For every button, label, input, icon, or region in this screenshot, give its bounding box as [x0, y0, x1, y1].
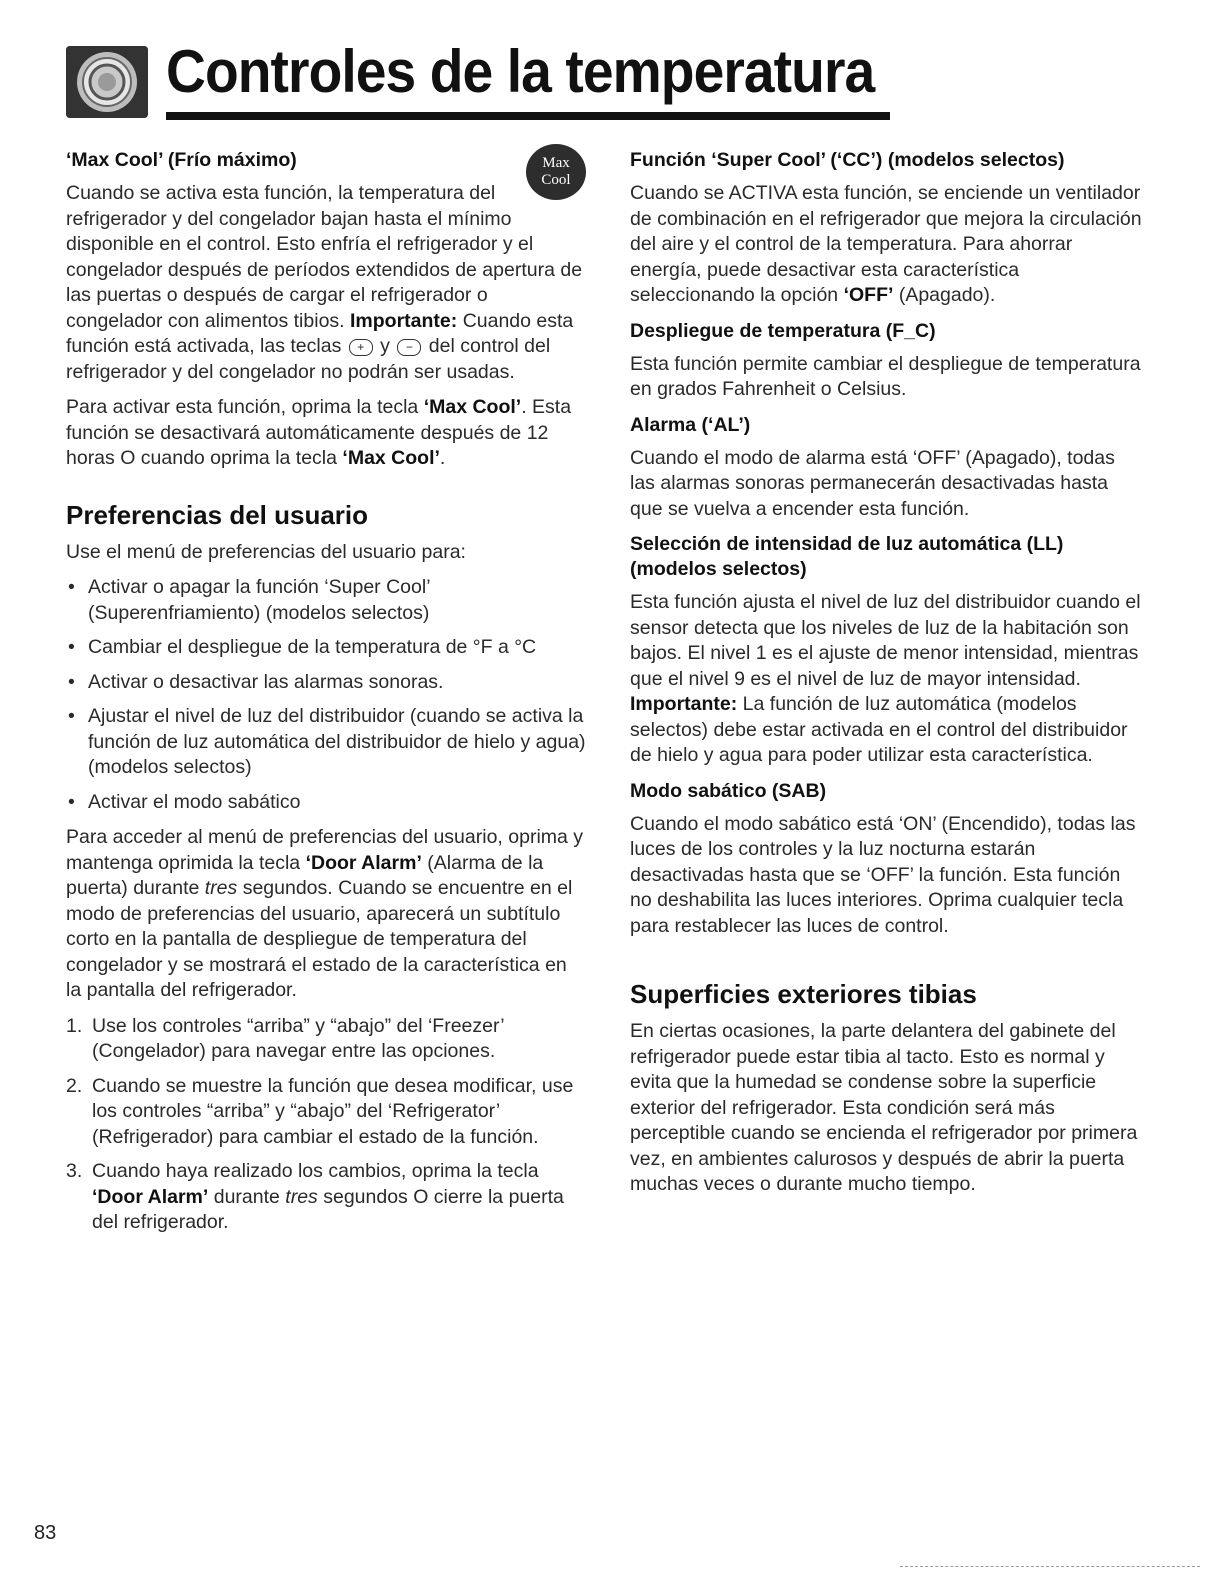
super-cool-section [630, 148, 1145, 309]
light-intensity-heading: Selección de intensidad de luz automática (LL) (modelos selectos) [630, 533, 1064, 580]
step-number: 2. [66, 1074, 83, 1097]
max-cool-key-label: ‘Max Cool’ [342, 447, 440, 469]
right-column [630, 148, 1145, 1208]
text: . [439, 447, 446, 469]
list-item: • Activar o apagar la función ‘Super Cool’ (Superenfriamiento) (modelos selectos) [66, 575, 586, 626]
alarm-section [630, 413, 1145, 523]
left-column [66, 148, 586, 1245]
user-preferences-heading: Preferencias del usuario [66, 499, 369, 530]
max-cool-section [66, 148, 586, 472]
super-cool-text [630, 181, 1145, 309]
step-number: 3. [66, 1160, 83, 1182]
step-item [66, 1074, 586, 1151]
list-item: • Cambiar el despliegue de la temperatura de °F a °C [66, 635, 586, 661]
steps-list [66, 1014, 586, 1236]
text: Esta función ajusta el nivel de luz del distribuidor cuando el sensor detecta que los niveles de luz de la habitación son bajos. El nivel 1 es el ajuste de menor intensidad, mientras que el nivel 9 es el nivel de luz de mayor intensidad. [630, 591, 1141, 690]
off-label: ‘OFF’ [843, 284, 894, 306]
temperature-display-section [630, 319, 1145, 403]
step-text: segundos O cierre la puerta del refrigerador. [92, 1185, 564, 1233]
user-preferences-intro: Use el menú de preferencias del usuario para: [66, 540, 466, 563]
text: del control del refrigerador y del congelador no podrán ser usadas. [66, 335, 551, 383]
max-cool-badge-icon [526, 144, 586, 200]
max-cool-heading: ‘Max Cool’ (Frío máximo) [66, 149, 297, 171]
warm-surfaces-text: En ciertas ocasiones, la parte delantera del gabinete del refrigerador puede estar tibia al tacto. Esto es normal y evita que la humedad se condense sobre la superficie exterior del refrigerador. Esta condición será más perceptible cuando se encienda el refrigerador por primera vez, en ambientes calurosos y después de abrir la puerta muchas veces o durante mucho tiempo. [630, 1020, 1138, 1195]
badge-line-2: Cool [541, 172, 571, 188]
step-text: durante [213, 1185, 280, 1208]
warm-surfaces-heading: Superficies exteriores tibias [630, 979, 977, 1009]
title-underline [166, 112, 890, 120]
list-item: • Ajustar el nivel de luz del distribuidor (cuando se activa la función de luz automática del distribuidor de hielo y agua) (modelos selectos) [66, 704, 586, 781]
emphasis: tres [204, 877, 238, 899]
text: Para activar esta función, oprima la tecla [66, 396, 419, 418]
step-text: Use los controles “arriba” y “abajo” del ‘Freezer’ (Congelador) para navegar entre las opciones. [92, 1014, 504, 1062]
user-preferences-section [66, 500, 586, 1236]
text: y [380, 335, 390, 357]
spacer [66, 482, 586, 500]
step-item [66, 1014, 586, 1065]
sabbath-mode-section [630, 779, 1145, 940]
max-cool-paragraph-1 [66, 181, 586, 385]
super-cool-heading: Función ‘Super Cool’ (‘CC’) (modelos selectos) [630, 149, 1065, 171]
step-number: 1. [66, 1014, 83, 1037]
temperature-display-text: Esta función permite cambiar el despliegue de temperatura en grados Fahrenheit o Celsius. [630, 352, 1141, 400]
text: (Alarma de la puerta) durante [66, 851, 544, 899]
text: Cuando se ACTIVA esta función, se enciende un ventilador de combinación en el refrigerador que mejora la circulación del aire y el control de la temperatura. Para ahorrar energía, puede desactivar esta característica seleccionando la opción [630, 182, 1142, 306]
emphasis: tres [285, 1185, 318, 1208]
list-item: • Activar el modo sabático [66, 790, 586, 816]
door-alarm-key-label: ‘Door Alarm’ [92, 1185, 209, 1208]
alarm-text: Cuando el modo de alarma está ‘OFF’ (Apagado), todas las alarmas sonoras permanecerán desactivadas hasta que se vuelva a encender esta función. [630, 446, 1115, 520]
temperature-dial-icon [66, 46, 148, 118]
page-number: 83 [34, 1522, 57, 1544]
page-header [66, 34, 875, 124]
preferences-list [66, 575, 586, 815]
badge-line-1: Max [542, 155, 570, 171]
text: Cuando esta función está activada, las teclas [66, 309, 574, 357]
spacer [630, 949, 1145, 979]
plus-key-icon: + [349, 339, 373, 356]
light-intensity-section [630, 532, 1145, 769]
max-cool-paragraph-2 [66, 395, 586, 472]
light-intensity-text [630, 590, 1145, 769]
text: . Esta función se desactivará automáticamente después de 12 horas O cuando oprima la tecla [66, 396, 572, 469]
temperature-display-heading: Despliegue de temperatura (F_C) [630, 319, 936, 342]
alarm-heading: Alarma (‘AL’) [630, 413, 751, 436]
footer-divider [900, 1566, 1200, 1568]
door-alarm-key-label: ‘Door Alarm’ [305, 851, 422, 874]
text: (Apagado). [898, 284, 996, 306]
important-label: Importante: [630, 693, 738, 715]
warm-surfaces-section [630, 979, 1145, 1198]
text: Cuando se activa esta función, la temperatura del refrigerador y del congelador bajan hasta el mínimo disponible en el control. Esto enfría el refrigerador y el congelador después de períodos extendidos de apertura de las puertas o después de cargar el refrigerador o congelador con alimentos tibios. [66, 182, 583, 332]
sabbath-mode-text: Cuando el modo sabático está ‘ON’ (Encendido), todas las luces de los controles y la luz nocturna estarán desactivadas hasta que se ‘OFF’ la función. Esta función no deshabilita las luces interiores. Oprima cualquier tecla para restablecer las luces de control. [630, 812, 1136, 937]
minus-key-icon: − [397, 339, 421, 356]
list-item: • Activar o desactivar las alarmas sonoras. [66, 670, 586, 696]
step-item [66, 1159, 586, 1236]
step-text: Cuando se muestre la función que desea modificar, use los controles “arriba” y “abajo” del ‘Refrigerator’ (Refrigerador) para cambiar el estado de la función. [92, 1074, 574, 1148]
step-text: Cuando haya realizado los cambios, oprima la tecla [92, 1160, 539, 1182]
text: La función de luz automática (modelos selectos) debe estar activada en el control del distribuidor de hielo y agua para poder utilizar esta característica. [630, 693, 1128, 766]
text: Para acceder al menú de preferencias del usuario, oprima y mantenga oprimida la tecla [66, 826, 584, 874]
max-cool-key-label: ‘Max Cool’ [423, 396, 522, 418]
preferences-access-paragraph [66, 825, 586, 1004]
sabbath-mode-heading: Modo sabático (SAB) [630, 779, 827, 802]
page-title: Controles de la temperatura [166, 38, 875, 105]
important-label: Importante: [350, 309, 458, 332]
text: segundos. Cuando se encuentre en el modo de preferencias del usuario, aparecerá un subtítulo corto en la pantalla de despliegue de temperatura del congelador y se mostrará el estado de la característica en la pantalla del refrigerador. [66, 877, 573, 1001]
